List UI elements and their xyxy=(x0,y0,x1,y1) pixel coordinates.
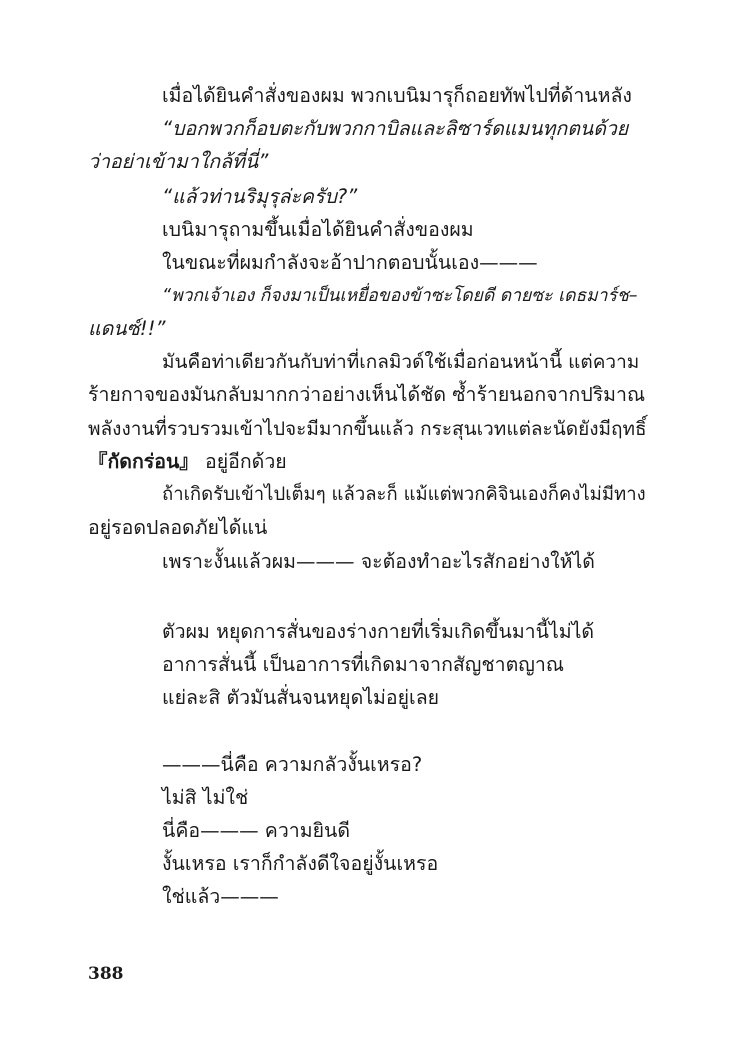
paragraph-line: งั้นเหรอ เราก็กำลังดีใจอยู่งั้นเหรอ xyxy=(162,852,439,875)
paragraph-line: แย่ละสิ ตัวมันสั่นจนหยุดไม่อยู่เลย xyxy=(162,686,440,709)
paragraph-line: เพราะงั้นแล้วผม——— จะต้องทำอะไรสักอย่างให้ได้ xyxy=(162,550,595,573)
dialogue-line: “บอกพวกก็อบตะกับพวกกาบิลและลิซาร์ดแมนทุกตนด้วย xyxy=(162,117,629,140)
paragraph-line: อยู่รอดปลอดภัยได้แน่ xyxy=(88,516,268,539)
skill-name: 『กัดกร่อน』 xyxy=(88,450,199,473)
dialogue-line: “แล้วท่านริมุรุล่ะครับ?” xyxy=(162,185,358,208)
dialogue-line: แดนซ์!!” xyxy=(88,317,166,340)
dialogue-line: ว่าอย่าเข้ามาใกล้ที่นี่” xyxy=(88,150,269,173)
page-number: 388 xyxy=(88,964,124,984)
paragraph-line: เบนิมารุถามขึ้นเมื่อได้ยินคำสั่งของผม xyxy=(162,218,474,241)
paragraph-line: ไม่สิ ไม่ใช่ xyxy=(162,786,249,809)
paragraph-line: ในขณะที่ผมกำลังจะอ้าปากตอบนั้นเอง——— xyxy=(162,251,538,274)
paragraph-line: เมื่อได้ยินคำสั่งของผม พวกเบนิมารุก็ถอยทัพไปที่ด้านหลัง xyxy=(162,84,632,107)
paragraph-line: ตัวผม หยุดการสั่นของร่างกายที่เริ่มเกิดขึ้นมานี้ไม่ได้ xyxy=(162,620,595,643)
paragraph-line: นี่คือ——— ความยินดี xyxy=(162,819,351,842)
dialogue-line: “พวกเจ้าเอง ก็จงมาเป็นเหยื่อของข้าซะโดยดี ดายซะ เดธมาร์ช– xyxy=(162,286,638,306)
paragraph-line: พลังงานที่รวบรวมเข้าไปจะมีมากขึ้นแล้ว กระสุนเวทแต่ละนัดยังมีฤทธิ์ xyxy=(88,418,647,440)
paragraph-line xyxy=(88,446,287,478)
paragraph-line: ———นี่คือ ความกลัวงั้นเหรอ? xyxy=(162,753,423,776)
paragraph-line: มันคือท่าเดียวกันกับท่าที่เกลมิวด์ใช้เมื่อก่อนหน้านี้ แต่ความ xyxy=(162,351,640,373)
paragraph-line: ใช่แล้ว——— xyxy=(162,885,279,908)
paragraph-line: ร้ายกาจของมันกลับมากกว่าอย่างเห็นได้ชัด ซ้ำร้ายนอกจากปริมาณ xyxy=(88,383,646,406)
paragraph-line: อาการสั่นนี้ เป็นอาการที่เกิดมาจากสัญชาตญาณ xyxy=(162,653,564,676)
paragraph-line-text: อยู่อีกด้วย xyxy=(205,450,287,473)
paragraph-line: ถ้าเกิดรับเข้าไปเต็มๆ แล้วละก็ แม้แต่พวกคิจินเองก็คงไม่มีทาง xyxy=(162,484,646,505)
